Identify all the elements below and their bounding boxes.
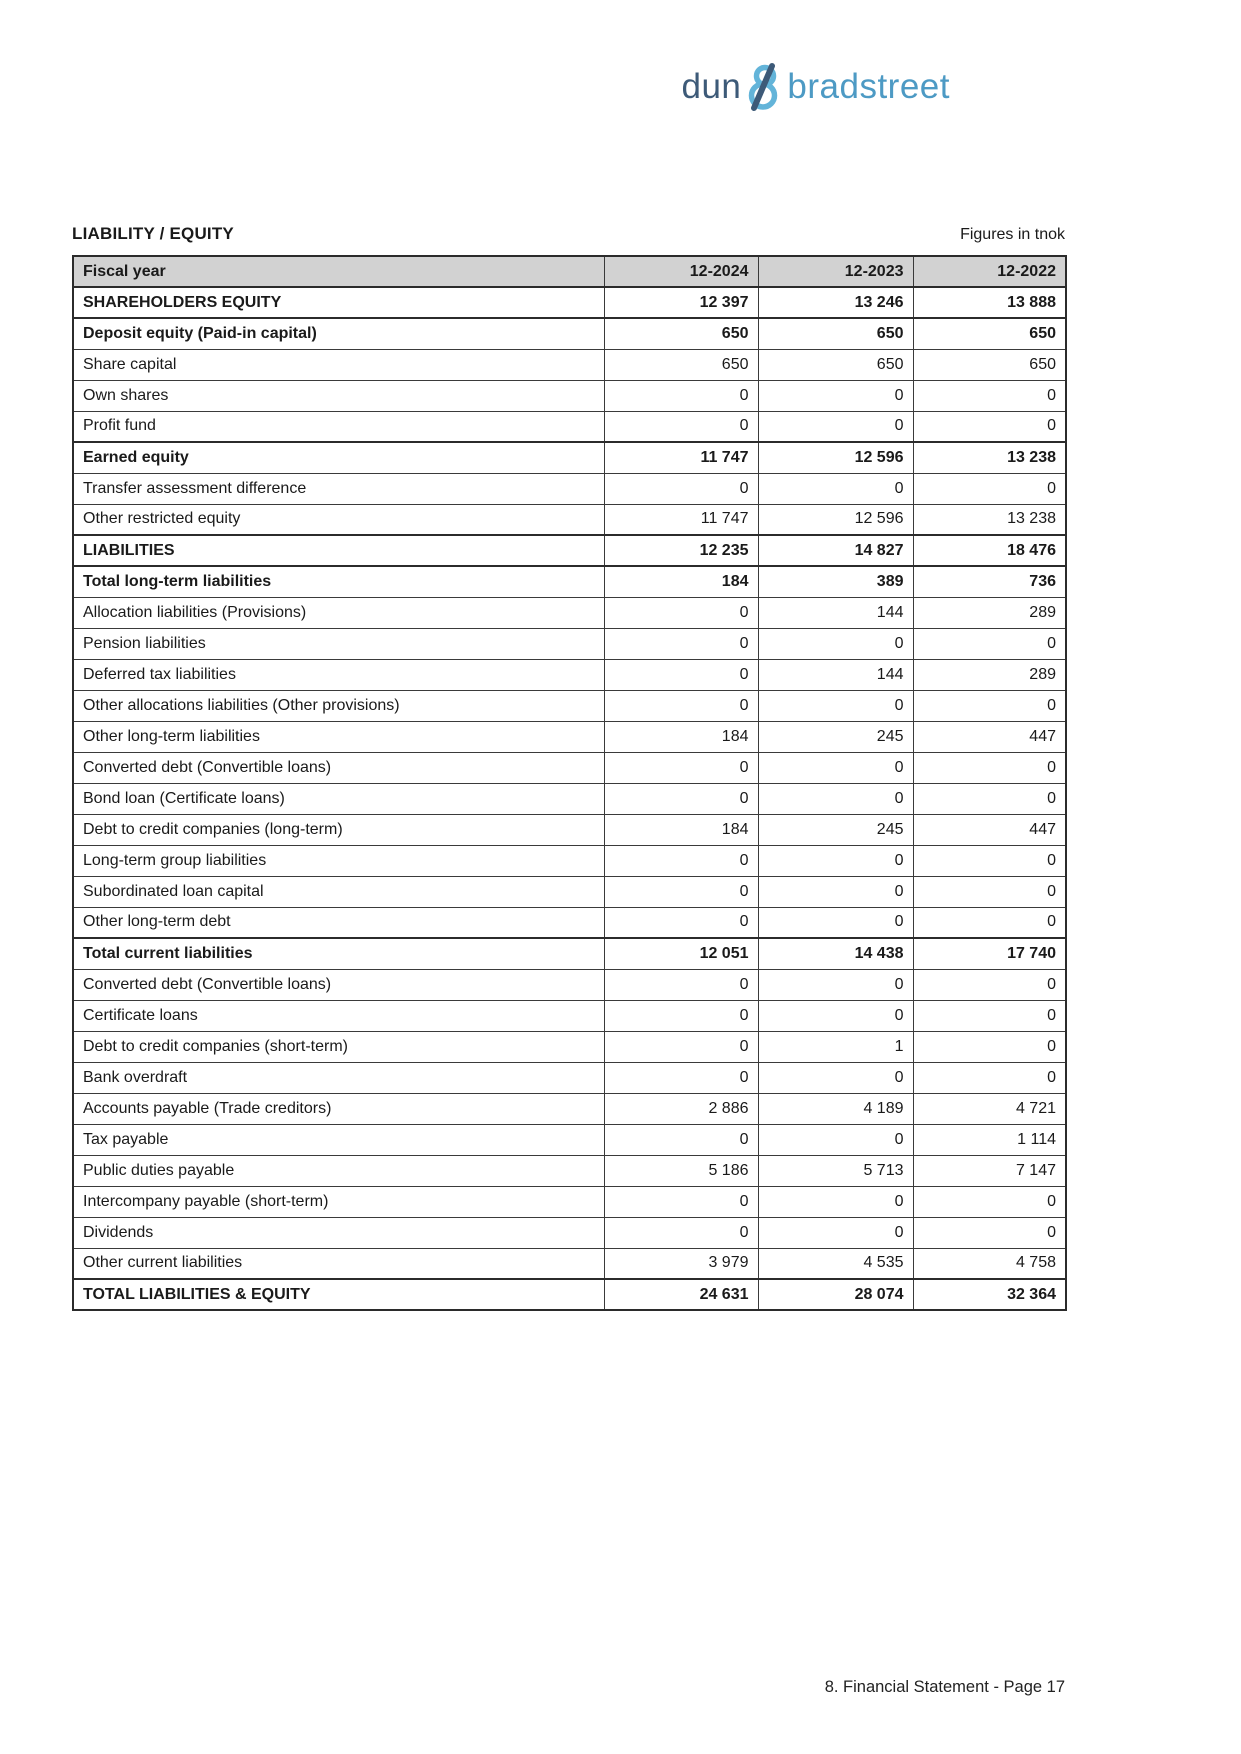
table-row [73, 1062, 1066, 1093]
dun-and-bradstreet-logo [682, 62, 951, 112]
value-cell: 0 [604, 1186, 758, 1217]
value-cell: 447 [913, 721, 1066, 752]
value-cell: 1 [758, 1031, 913, 1062]
table-row [73, 442, 1066, 473]
liability-equity-table [72, 255, 1067, 1311]
value-cell: 0 [758, 1217, 913, 1248]
table-row [73, 349, 1066, 380]
value-cell: 0 [604, 783, 758, 814]
value-cell: 0 [913, 752, 1066, 783]
value-cell: 32 364 [913, 1279, 1066, 1310]
value-cell: 650 [913, 318, 1066, 349]
value-cell: 0 [758, 876, 913, 907]
row-label: Deposit equity (Paid-in capital) [73, 318, 604, 349]
value-cell: 0 [604, 1217, 758, 1248]
value-cell: 18 476 [913, 535, 1066, 566]
value-cell: 650 [604, 318, 758, 349]
row-label: Bank overdraft [73, 1062, 604, 1093]
value-cell: 0 [758, 845, 913, 876]
value-cell: 12 596 [758, 504, 913, 535]
value-cell: 0 [913, 783, 1066, 814]
value-cell: 4 721 [913, 1093, 1066, 1124]
value-cell: 3 979 [604, 1248, 758, 1279]
value-cell: 144 [758, 659, 913, 690]
table-row [73, 907, 1066, 938]
value-cell: 2 886 [604, 1093, 758, 1124]
value-cell: 0 [604, 628, 758, 659]
row-label: Profit fund [73, 411, 604, 442]
value-cell: 0 [758, 411, 913, 442]
table-row [73, 876, 1066, 907]
row-label: Total current liabilities [73, 938, 604, 969]
table-row [73, 597, 1066, 628]
value-cell: 0 [758, 783, 913, 814]
value-cell: 0 [758, 907, 913, 938]
row-label: Certificate loans [73, 1000, 604, 1031]
value-cell: 11 747 [604, 442, 758, 473]
value-cell: 245 [758, 721, 913, 752]
table-row [73, 969, 1066, 1000]
row-label: Own shares [73, 380, 604, 411]
row-label: Subordinated loan capital [73, 876, 604, 907]
column-header-2022: 12-2022 [913, 256, 1066, 287]
table-row [73, 845, 1066, 876]
value-cell: 17 740 [913, 938, 1066, 969]
logo-ampersand-icon [741, 62, 787, 112]
value-cell: 0 [913, 411, 1066, 442]
table-row [73, 1217, 1066, 1248]
value-cell: 12 397 [604, 287, 758, 318]
table-row [73, 1000, 1066, 1031]
table-row [73, 721, 1066, 752]
value-cell: 0 [758, 690, 913, 721]
value-cell: 0 [913, 1031, 1066, 1062]
table-row [73, 380, 1066, 411]
value-cell: 289 [913, 597, 1066, 628]
table-row [73, 814, 1066, 845]
value-cell: 13 238 [913, 442, 1066, 473]
value-cell: 14 438 [758, 938, 913, 969]
table-row [73, 752, 1066, 783]
value-cell: 0 [604, 1062, 758, 1093]
table-row [73, 659, 1066, 690]
value-cell: 0 [758, 969, 913, 1000]
table-row [73, 1155, 1066, 1186]
value-cell: 0 [913, 1217, 1066, 1248]
row-label: Converted debt (Convertible loans) [73, 752, 604, 783]
table-row [73, 1124, 1066, 1155]
value-cell: 12 051 [604, 938, 758, 969]
value-cell: 13 238 [913, 504, 1066, 535]
value-cell: 650 [604, 349, 758, 380]
value-cell: 4 189 [758, 1093, 913, 1124]
unit-note: Figures in tnok [960, 226, 1065, 243]
value-cell: 0 [758, 1000, 913, 1031]
column-header-2023: 12-2023 [758, 256, 913, 287]
row-label: LIABILITIES [73, 535, 604, 566]
row-label: Pension liabilities [73, 628, 604, 659]
value-cell: 0 [913, 907, 1066, 938]
value-cell: 389 [758, 566, 913, 597]
value-cell: 0 [913, 690, 1066, 721]
value-cell: 14 827 [758, 535, 913, 566]
row-label: Other allocations liabilities (Other provisions) [73, 690, 604, 721]
row-label: Accounts payable (Trade creditors) [73, 1093, 604, 1124]
value-cell: 0 [913, 845, 1066, 876]
table-row [73, 938, 1066, 969]
value-cell: 0 [913, 969, 1066, 1000]
table-row [73, 1031, 1066, 1062]
row-label: Earned equity [73, 442, 604, 473]
title-row [72, 224, 1065, 244]
table-row [73, 411, 1066, 442]
row-label: Long-term group liabilities [73, 845, 604, 876]
value-cell: 0 [913, 473, 1066, 504]
table-row [73, 690, 1066, 721]
value-cell: 0 [604, 845, 758, 876]
value-cell: 24 631 [604, 1279, 758, 1310]
table-row [73, 628, 1066, 659]
table-row [73, 504, 1066, 535]
value-cell: 0 [758, 380, 913, 411]
value-cell: 0 [758, 752, 913, 783]
value-cell: 4 758 [913, 1248, 1066, 1279]
value-cell: 447 [913, 814, 1066, 845]
value-cell: 0 [913, 380, 1066, 411]
value-cell: 184 [604, 721, 758, 752]
value-cell: 0 [604, 907, 758, 938]
value-cell: 12 235 [604, 535, 758, 566]
row-label: Debt to credit companies (short-term) [73, 1031, 604, 1062]
value-cell: 0 [604, 969, 758, 1000]
table-row [73, 318, 1066, 349]
row-label: TOTAL LIABILITIES & EQUITY [73, 1279, 604, 1310]
value-cell: 0 [604, 380, 758, 411]
value-cell: 0 [913, 876, 1066, 907]
value-cell: 1 114 [913, 1124, 1066, 1155]
value-cell: 0 [758, 628, 913, 659]
table-row [73, 473, 1066, 504]
value-cell: 0 [758, 1062, 913, 1093]
value-cell: 736 [913, 566, 1066, 597]
row-label: Public duties payable [73, 1155, 604, 1186]
table-header [73, 256, 1066, 287]
row-label: Intercompany payable (short-term) [73, 1186, 604, 1217]
row-label: Converted debt (Convertible loans) [73, 969, 604, 1000]
row-label: Debt to credit companies (long-term) [73, 814, 604, 845]
value-cell: 0 [758, 1186, 913, 1217]
fiscal-year-header: Fiscal year [73, 256, 604, 287]
value-cell: 0 [604, 1000, 758, 1031]
table-row [73, 535, 1066, 566]
value-cell: 0 [604, 473, 758, 504]
row-label: Share capital [73, 349, 604, 380]
value-cell: 13 888 [913, 287, 1066, 318]
column-header-2024: 12-2024 [604, 256, 758, 287]
table-header-row [73, 256, 1066, 287]
table-row [73, 287, 1066, 318]
value-cell: 0 [604, 876, 758, 907]
page-footer: 8. Financial Statement - Page 17 [824, 1678, 1065, 1696]
row-label: Other long-term debt [73, 907, 604, 938]
liability-table-body [73, 287, 1066, 1310]
value-cell: 184 [604, 566, 758, 597]
row-label: Bond loan (Certificate loans) [73, 783, 604, 814]
row-label: Other restricted equity [73, 504, 604, 535]
value-cell: 5 713 [758, 1155, 913, 1186]
table-row [73, 1186, 1066, 1217]
value-cell: 4 535 [758, 1248, 913, 1279]
row-label: Other long-term liabilities [73, 721, 604, 752]
value-cell: 7 147 [913, 1155, 1066, 1186]
table-row [73, 1248, 1066, 1279]
logo-word-dun: dun [681, 67, 742, 106]
value-cell: 0 [913, 1000, 1066, 1031]
value-cell: 0 [604, 411, 758, 442]
value-cell: 0 [604, 752, 758, 783]
value-cell: 0 [758, 1124, 913, 1155]
value-cell: 0 [758, 473, 913, 504]
value-cell: 0 [604, 690, 758, 721]
row-label: Transfer assessment difference [73, 473, 604, 504]
page-title: LIABILITY / EQUITY [72, 224, 234, 243]
value-cell: 245 [758, 814, 913, 845]
table-row [73, 783, 1066, 814]
value-cell: 650 [913, 349, 1066, 380]
value-cell: 289 [913, 659, 1066, 690]
value-cell: 0 [913, 628, 1066, 659]
value-cell: 650 [758, 318, 913, 349]
value-cell: 650 [758, 349, 913, 380]
value-cell: 0 [913, 1062, 1066, 1093]
table-row [73, 1279, 1066, 1310]
value-cell: 11 747 [604, 504, 758, 535]
value-cell: 28 074 [758, 1279, 913, 1310]
value-cell: 0 [604, 659, 758, 690]
row-label: Other current liabilities [73, 1248, 604, 1279]
value-cell: 0 [604, 1124, 758, 1155]
value-cell: 13 246 [758, 287, 913, 318]
logo-word-bradstreet: bradstreet [787, 67, 950, 106]
row-label: Dividends [73, 1217, 604, 1248]
row-label: Total long-term liabilities [73, 566, 604, 597]
row-label: SHAREHOLDERS EQUITY [73, 287, 604, 318]
value-cell: 5 186 [604, 1155, 758, 1186]
table-row [73, 566, 1066, 597]
value-cell: 144 [758, 597, 913, 628]
value-cell: 0 [913, 1186, 1066, 1217]
row-label: Allocation liabilities (Provisions) [73, 597, 604, 628]
value-cell: 12 596 [758, 442, 913, 473]
value-cell: 0 [604, 1031, 758, 1062]
value-cell: 184 [604, 814, 758, 845]
row-label: Tax payable [73, 1124, 604, 1155]
table-row [73, 1093, 1066, 1124]
value-cell: 0 [604, 597, 758, 628]
row-label: Deferred tax liabilities [73, 659, 604, 690]
